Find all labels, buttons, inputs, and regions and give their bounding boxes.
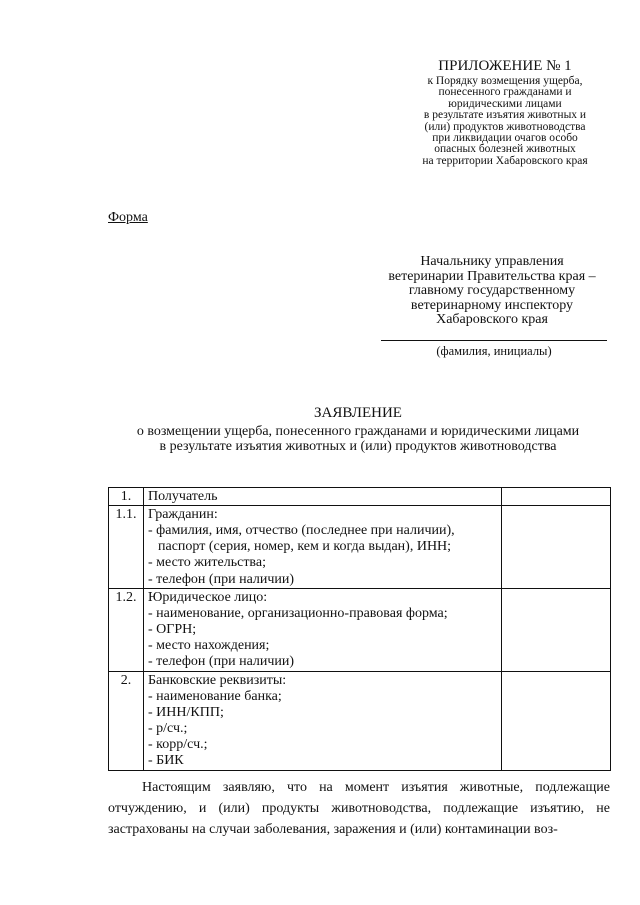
appendix-line: (или) продуктов животноводства [424,120,586,133]
addressee-block [378,255,606,328]
appendix-line: понесенного гражданами и [438,86,572,99]
row-label: Получатель [148,489,218,504]
addressee-line: ветеринарному инспектору [410,297,574,313]
row-item: - ИНН/КПП; [148,704,224,720]
document-title: ЗАЯВЛЕНИЕ [314,405,402,421]
requisites-table [108,487,611,771]
table-row [109,671,611,770]
appendix-line: при ликвидации очагов особо [432,132,578,145]
row-content [144,506,502,589]
table-row [109,588,611,671]
appendix-heading: ПРИЛОЖЕНИЕ № 1 [438,58,572,74]
statement-paragraph: Настоящим заявляю, что на момент изъятия животные, подлежащие отчуждению, и (или) продукты животноводства, подлежащие изъятию, не застрахованы на случаи заболевания, заражения и (или) контаминации воз- [108,780,610,838]
row-value-cell [502,488,611,506]
appendix-line: в результате изъятия животных и [423,109,587,122]
form-label: Форма [108,210,148,225]
row-item: - фамилия, имя, отчество (последнее при наличии), [148,523,455,538]
appendix-line: на территории Хабаровского края [422,154,588,167]
row-item: паспорт (серия, номер, кем и когда выдан), ИНН; [158,539,452,555]
row-item: - корр/сч.; [148,737,208,753]
row-content [144,488,502,506]
row-label: Банковские реквизиты: [148,672,287,688]
row-item: - БИК [148,753,184,769]
row-item: - место жительства; [148,555,266,571]
addressee-line: ветеринарии Правительства края – [388,268,596,284]
row-item: - телефон (при наличии) [148,654,295,670]
row-number: 1.1. [109,506,144,589]
row-number: 1.2. [109,588,144,671]
row-number: 2. [109,671,144,770]
row-content [144,588,502,671]
subtitle-line: в результате изъятия животных и (или) продуктов животноводства [159,438,557,454]
addressee-line: Хабаровского края [436,312,548,328]
row-number: 1. [109,488,144,506]
signature-caption: (фамилия, инициалы) [436,344,552,358]
table-row [109,488,611,506]
addressee-line: Начальнику управления [420,254,564,269]
row-item: - наименование, организационно-правовая форма; [148,605,448,621]
row-label: Юридическое лицо: [148,589,268,605]
row-item: - р/сч.; [148,721,188,737]
row-item: - ОГРН; [148,622,197,638]
subtitle-line: о возмещении ущерба, понесенного гражданами и юридическими лицами [136,424,580,439]
row-content [144,671,502,770]
row-value-cell [502,506,611,589]
row-label: Гражданин: [148,507,218,522]
addressee-line: главному государственному [408,283,576,299]
appendix-line: опасных болезней животных [434,143,576,156]
row-value-cell [502,671,611,770]
appendix-block [405,58,605,167]
row-value-cell [502,588,611,671]
statement-text [108,777,610,841]
signature-line [381,340,607,341]
row-item: - наименование банка; [148,688,282,704]
appendix-line: к Порядку возмещения ущерба, [427,75,583,87]
row-item: - телефон (при наличии) [148,571,295,587]
row-item: - место нахождения; [148,638,270,654]
document-subtitle [108,425,608,454]
appendix-line: юридическими лицами [448,97,562,110]
table-row [109,506,611,589]
